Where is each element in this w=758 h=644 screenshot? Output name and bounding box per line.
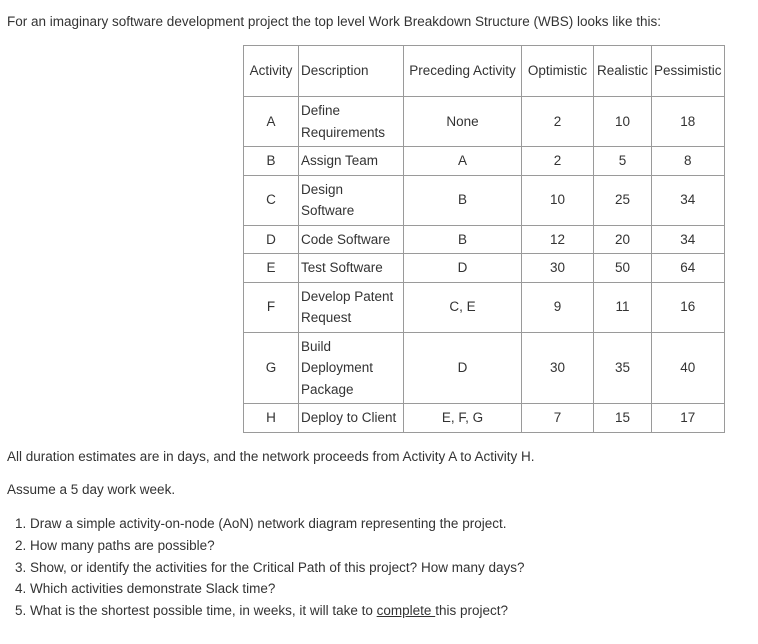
activity-cell: C (244, 175, 299, 225)
wbs-table-body (244, 97, 725, 433)
description-cell (299, 254, 404, 283)
description-line: Develop Patent (301, 288, 394, 304)
description-line: Request (301, 310, 352, 325)
header-realistic: Realistic (594, 46, 652, 97)
wbs-table (243, 45, 725, 433)
table-row (244, 282, 725, 332)
optimistic-cell: 30 (522, 332, 594, 404)
description-line: Package (301, 381, 354, 397)
realistic-cell: 25 (594, 175, 652, 225)
optimistic-cell: 2 (522, 97, 594, 147)
header-description: Description (299, 46, 404, 97)
header-activity: Activity (244, 46, 299, 97)
activity-cell: D (244, 225, 299, 254)
table-row (244, 147, 725, 176)
question-5-text: 5. What is the shortest possible time, in weeks, it will take to (15, 603, 377, 619)
pessimistic-cell: 8 (652, 147, 725, 176)
pessimistic-cell: 40 (652, 332, 725, 404)
activity-cell: E (244, 254, 299, 283)
durations-note: All duration estimates are in days, and the network proceeds from Activity A to Activity H. (7, 449, 535, 464)
question-item: 4. Which activities demonstrate Slack time? (15, 581, 276, 597)
question-item: 2. How many paths are possible? (15, 537, 215, 553)
preceding-cell: D (404, 254, 522, 283)
description-line: Deployment (301, 360, 374, 375)
description-cell (299, 225, 404, 254)
intro-text: For an imaginary software development project the top level Work Breakdown Structure (WBS) looks like this: (7, 14, 662, 29)
optimistic-cell: 9 (522, 282, 594, 332)
activity-cell: H (244, 404, 299, 433)
realistic-cell: 5 (594, 147, 652, 176)
table-row (244, 404, 725, 433)
preceding-cell: E, F, G (404, 404, 522, 433)
question-item (0, 600, 525, 622)
preceding-cell: None (404, 97, 522, 147)
optimistic-cell: 10 (522, 175, 594, 225)
pessimistic-cell: 64 (652, 254, 725, 283)
table-row (244, 225, 725, 254)
realistic-cell: 20 (594, 225, 652, 254)
optimistic-cell: 2 (522, 147, 594, 176)
preceding-cell: B (404, 225, 522, 254)
optimistic-cell: 30 (522, 254, 594, 283)
description-line: Code Software (301, 231, 391, 247)
preceding-cell: C, E (404, 282, 522, 332)
description-line: Define (301, 103, 341, 118)
pessimistic-cell: 16 (652, 282, 725, 332)
question-5-end: this project? (435, 603, 508, 619)
question-item: 1. Draw a simple activity-on-node (AoN) network diagram representing the project. (15, 516, 507, 531)
table-row (244, 175, 725, 225)
activity-cell: F (244, 282, 299, 332)
question-item: 3. Show, or identify the activities for the Critical Path of this project? How many days? (15, 559, 525, 575)
pessimistic-cell: 34 (652, 175, 725, 225)
question-5-underlined: complete (376, 603, 436, 619)
workweek-note: Assume a 5 day work week. (7, 482, 176, 497)
description-line: Test Software (301, 260, 383, 275)
header-pessimistic: Pessimistic (652, 46, 725, 97)
description-cell (299, 282, 404, 332)
description-cell (299, 404, 404, 433)
realistic-cell: 10 (594, 97, 652, 147)
table-row (244, 97, 725, 147)
realistic-cell: 50 (594, 254, 652, 283)
preceding-cell: B (404, 175, 522, 225)
optimistic-cell: 7 (522, 404, 594, 433)
description-line: Software (301, 203, 355, 218)
pessimistic-cell: 34 (652, 225, 725, 254)
realistic-cell: 35 (594, 332, 652, 404)
question-list (0, 513, 525, 622)
table-header-row (244, 46, 725, 97)
activity-cell: B (244, 147, 299, 176)
realistic-cell: 11 (594, 282, 652, 332)
preceding-cell: A (404, 147, 522, 176)
pessimistic-cell: 17 (652, 404, 725, 433)
description-cell (299, 332, 404, 404)
table-row (244, 254, 725, 283)
optimistic-cell: 12 (522, 225, 594, 254)
preceding-cell: D (404, 332, 522, 404)
description-cell (299, 147, 404, 176)
table-row (244, 332, 725, 404)
pessimistic-cell: 18 (652, 97, 725, 147)
description-line: Design (301, 181, 344, 197)
description-line: Build (301, 338, 332, 354)
description-line: Assign Team (301, 153, 379, 168)
header-preceding: Preceding Activity (404, 46, 522, 97)
activity-cell: G (244, 332, 299, 404)
description-cell (299, 97, 404, 147)
description-line: Deploy to Client (301, 410, 397, 425)
description-line: Requirements (301, 124, 386, 140)
activity-cell: A (244, 97, 299, 147)
realistic-cell: 15 (594, 404, 652, 433)
header-optimistic: Optimistic (522, 46, 594, 97)
description-cell (299, 175, 404, 225)
